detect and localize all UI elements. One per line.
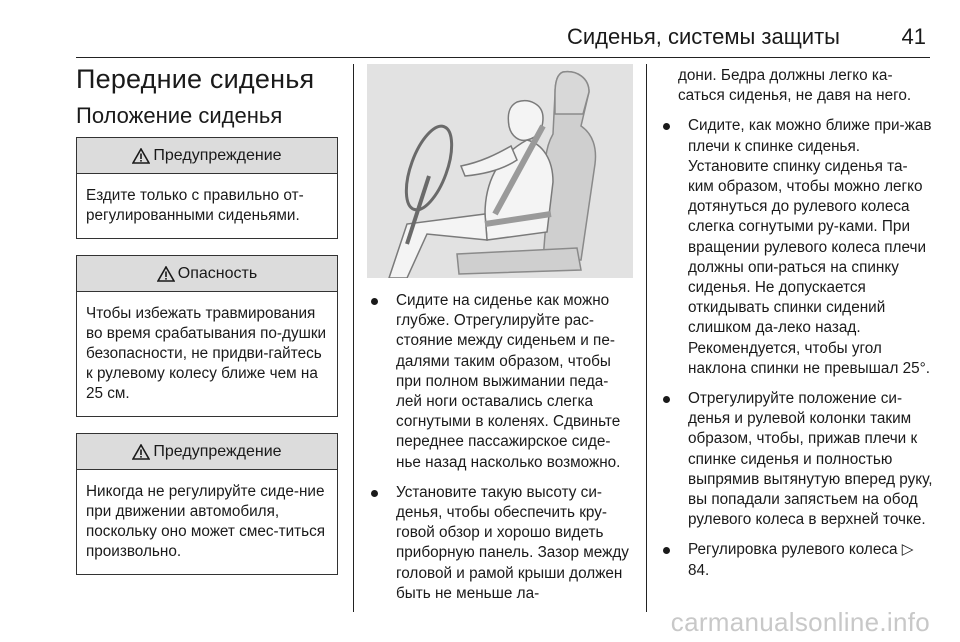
running-title: Сиденья, системы защиты	[566, 24, 840, 49]
bullet-icon	[663, 396, 670, 403]
seating-position-illustration	[367, 64, 633, 278]
list-item	[658, 389, 933, 530]
list-item	[366, 291, 634, 473]
list-item	[658, 540, 933, 580]
column-divider	[646, 64, 647, 612]
warning-text: Никогда не регулируйте сиде-ние при движении автомобиля, поскольку оно может смес-титься произвольно.	[86, 483, 326, 560]
warning-header	[77, 434, 337, 470]
danger-box	[76, 255, 338, 417]
right-column	[658, 66, 933, 591]
warning-triangle-icon	[132, 148, 150, 164]
middle-column	[366, 291, 634, 614]
warning-header	[77, 138, 337, 174]
warning-triangle-icon	[132, 444, 150, 460]
danger-heading: Опасность	[177, 264, 258, 282]
continued-text: дони. Бедра должны легко ка-саться сиденья, не давя на него.	[678, 67, 912, 105]
page-header	[0, 0, 960, 58]
list-item-text: Сидите, как можно ближе при-жав плечи к спинке сиденья. Установите спинку сиденья та-ким образом, чтобы можно легко дотянуться до рулевого колеса слегка согнутыми ру-ками. При вращении рулевого колеса плечи должны опи-раться на спинку сиденья. Не допускается откидывать спинки сидений слишком да-леко назад. Рекомендуется, чтобы угол наклона спинки не превышал 25°.	[688, 117, 932, 377]
list-item	[658, 116, 933, 379]
warning-heading: Предупреждение	[153, 146, 282, 164]
left-column	[76, 62, 338, 591]
header-rule	[76, 57, 930, 58]
page-number: 41	[901, 24, 926, 49]
warning-triangle-icon	[157, 266, 175, 282]
warning-box	[76, 137, 338, 239]
list-item-text: Установите такую высоту си-денья, чтобы обеспечить кру-говой обзор и хорошо видеть приборную панель. Зазор между головой и рамой крыши должен быть не меньше ла-	[396, 483, 629, 602]
danger-text: Чтобы избежать травмирования во время срабатывания по-душки безопасности, не придви-гайтесь к рулевому колесу ближе чем на 25 см.	[86, 305, 327, 402]
list-item-text: Сидите на сиденье как можно глубже. Отрегулируйте рас-стояние между сиденьем и пе-далями таким образом, чтобы при полном выжимании педа-лей ноги оставались слегка согнутыми в коленях. Сдвиньте переднее пассажирское сиде-нье назад насколько возможно.	[396, 292, 621, 471]
section-subtitle: Положение сиденья	[76, 103, 283, 128]
column-divider	[353, 64, 354, 612]
bullet-icon	[371, 490, 378, 497]
cross-reference-link[interactable]: Регулировка рулевого колеса ▷ 84.	[688, 541, 914, 579]
warning-text: Ездите только с правильно от-регулированными сиденьями.	[86, 187, 304, 224]
warning-box	[76, 433, 338, 575]
warning-heading: Предупреждение	[153, 442, 282, 460]
section-title: Передние сиденья	[76, 64, 315, 94]
bullet-icon	[663, 123, 670, 130]
bullet-icon	[663, 547, 670, 554]
danger-header	[77, 256, 337, 292]
list-item	[366, 483, 634, 604]
watermark: carmanualsonline.info	[670, 607, 930, 637]
bullet-icon	[371, 298, 378, 305]
list-item-text: Отрегулируйте положение си-денья и рулевой колонки таким образом, чтобы, прижав плечи к спинке сиденья и полностью выпрямив вытянутую вперед руку, вы попадали запястьем на обод рулевого колеса в верхней точке.	[688, 390, 933, 529]
